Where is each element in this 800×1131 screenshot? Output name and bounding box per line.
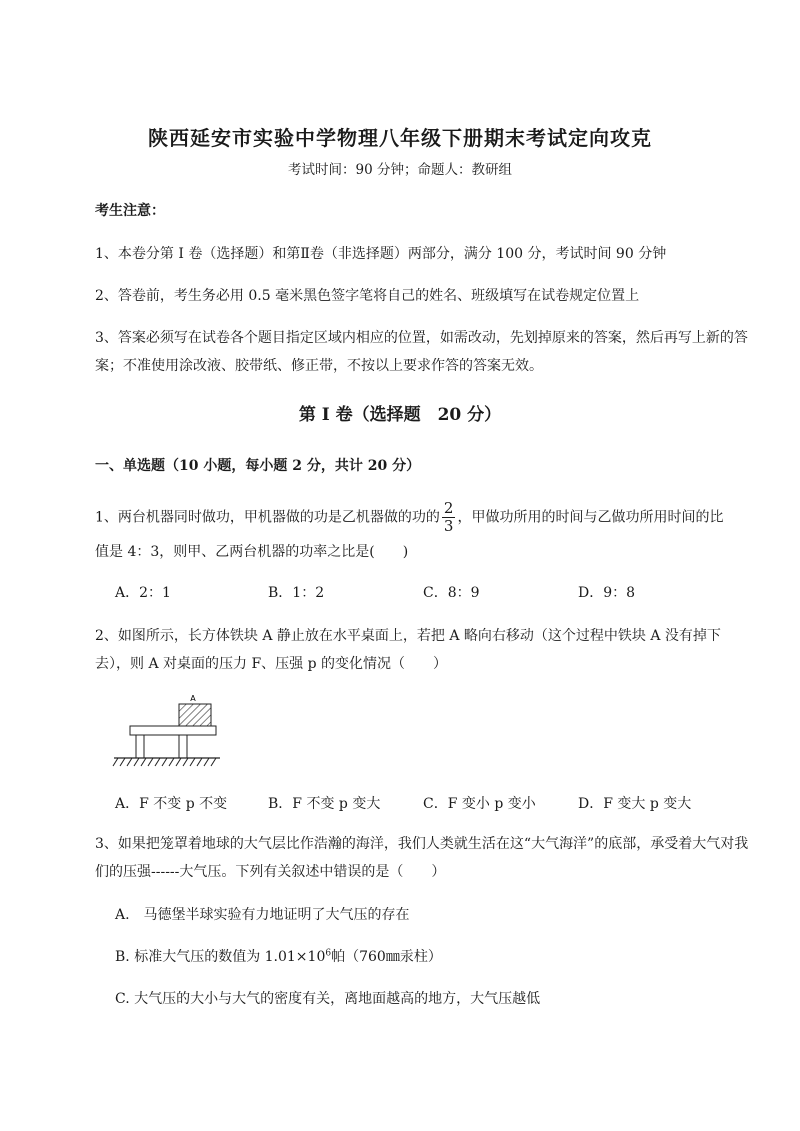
table-leg-right <box>179 735 187 758</box>
exponent: 6 <box>325 948 332 959</box>
question-2-option-d: D．F 变大 p 变大 <box>578 796 692 812</box>
page-title: 陕西延安市实验中学物理八年级下册期末考试定向攻克 <box>148 126 652 150</box>
question-2-option-c: C．F 变小 p 变小 <box>423 796 536 812</box>
question-3-option-b <box>115 946 442 966</box>
question-2-option-a: A．F 不变 p 不变 <box>115 796 228 812</box>
question-3-option-b-text: B. 标准大气压的数值为 1.01×10 <box>115 949 326 965</box>
question-2-option-b: B．F 不变 p 变大 <box>268 796 381 812</box>
fraction-denominator: 3 <box>443 517 454 535</box>
question-1-option-c: C．8：9 <box>423 585 480 601</box>
table-figure <box>110 688 235 774</box>
question-3-stem: 3、如果把笼罩着地球的大气层比作浩瀚的海洋，我们人类就生活在这“大气海洋”的底部，承受着大气对我们的压强------大气压。下列有关叙述中错误的是（ ） <box>95 836 749 880</box>
fraction <box>442 500 456 535</box>
iron-block <box>179 704 211 726</box>
block-label: A <box>190 694 196 703</box>
question-3-option-a: A. 马德堡半球实验有力地证明了大气压的存在 <box>115 907 410 923</box>
notice-item-1: 1、本卷分第 I 卷（选择题）和第Ⅱ卷（非选择题）两部分，满分 100 分，考试时间 90 分钟 <box>95 246 667 262</box>
table-leg-left <box>136 735 144 758</box>
question-3-option-c: C. 大气压的大小与大气的密度有关，离地面越高的地方，大气压越低 <box>115 991 541 1007</box>
section-title: 第 I 卷（选择题 20 分） <box>298 405 502 425</box>
question-1-stem-start: 1、两台机器同时做功，甲机器做的功是乙机器做的功的 <box>95 509 440 526</box>
question-1-option-a: A．2：1 <box>115 585 171 601</box>
question-1-option-d: D．9：8 <box>578 585 636 601</box>
question-1-line-2: 值是 4：3，则甲、乙两台机器的功率之比是( ) <box>95 544 409 560</box>
question-1-option-b: B．1：2 <box>268 585 325 601</box>
question-1-line-1 <box>95 500 723 535</box>
question-2-stem: 2、如图所示，长方体铁块 A 静止放在水平桌面上，若把 A 略向右移动（这个过程中铁块 A 没有掉下去），则 A 对桌面的压力 F、压强 p 的变化情况（ ） <box>95 628 721 672</box>
ground-hatching <box>113 758 216 766</box>
notice-item-3: 3、答案必须写在试卷各个题目指定区域内相应的位置，如需改动，先划掉原来的答案，然后再写上新的答案；不准使用涂改液、胶带纸、修正带，不按以上要求作答的答案无效。 <box>95 330 748 374</box>
exam-info: 考试时间：90 分钟；命题人：教研组 <box>288 162 512 178</box>
part-heading: 一、单选题（10 小题，每小题 2 分，共计 20 分） <box>95 458 421 474</box>
question-1-stem-end: ，甲做功所用的时间与乙做功所用时间的比 <box>457 509 724 526</box>
notice-heading: 考生注意： <box>95 203 165 219</box>
table-top <box>130 726 216 735</box>
fraction-numerator: 2 <box>443 499 454 517</box>
notice-item-2: 2、答卷前，考生务必用 0.5 毫米黑色签字笔将自己的姓名、班级填写在试卷规定位置上 <box>95 288 640 304</box>
question-3-option-b-unit: 帕（760㎜汞柱） <box>331 949 442 965</box>
